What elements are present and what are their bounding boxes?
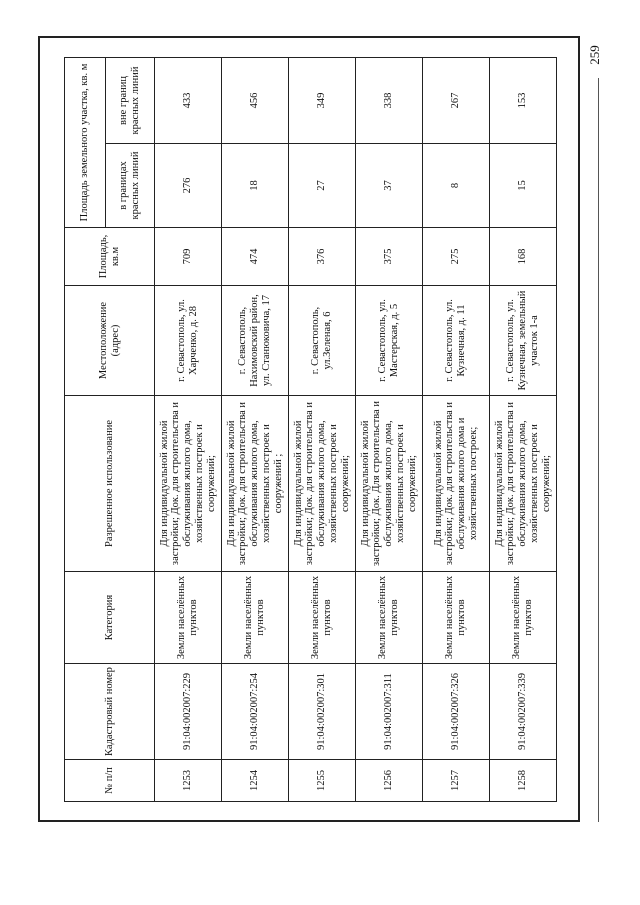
- header-category: Категория: [65, 572, 155, 664]
- header-cadastral: Кадастровый номер: [65, 664, 155, 760]
- rotated-table-container: [64, 58, 552, 802]
- cell-category: Земли населённых пунктов: [155, 572, 222, 664]
- cell-num: 1254: [222, 760, 289, 802]
- cell-out-red: 456: [222, 57, 289, 143]
- cell-out-red: 433: [155, 57, 222, 143]
- land-plots-table: [64, 57, 557, 802]
- header-location: Местоположение (адрес): [65, 286, 155, 396]
- cell-cadastral: 91:04:002007:301: [289, 664, 356, 760]
- cell-use: Для индивидуальной жилой застройки; Док. для строительства и обслуживания жилого дома, хозяйственных построек и сооружений;: [490, 396, 557, 572]
- cell-cadastral: 91:04:002007:229: [155, 664, 222, 760]
- cell-area: 709: [155, 228, 222, 286]
- table-row: [222, 57, 289, 801]
- cell-num: 1258: [490, 760, 557, 802]
- table-row: [490, 57, 557, 801]
- page-number: 259: [587, 45, 602, 65]
- table-row: [423, 57, 490, 801]
- cell-location: г. Севастополь, ул. Харченко, д. 28: [155, 286, 222, 396]
- cell-area: 376: [289, 228, 356, 286]
- cell-in-red: 37: [356, 144, 423, 228]
- cell-num: 1253: [155, 760, 222, 802]
- header-area: Площадь, кв.м: [65, 228, 155, 286]
- cell-num: 1257: [423, 760, 490, 802]
- cell-cadastral: 91:04:002007:326: [423, 664, 490, 760]
- header-plot-area: Площадь земельного участка, кв. м: [65, 57, 106, 227]
- cell-category: Земли населённых пунктов: [356, 572, 423, 664]
- cell-use: Для индивидуальной жилой застройки; Док. для строительства и обслуживания жилого дома, хозяйственных построек и сооружений;: [155, 396, 222, 572]
- cell-location: г. Севастополь, ул. Кузнечная, земельный участок 1-а: [490, 286, 557, 396]
- cell-out-red: 349: [289, 57, 356, 143]
- table-row: [356, 57, 423, 801]
- cell-cadastral: 91:04:002007:339: [490, 664, 557, 760]
- table-row: [289, 57, 356, 801]
- cell-num: 1255: [289, 760, 356, 802]
- cell-num: 1256: [356, 760, 423, 802]
- cell-cadastral: 91:04:002007:311: [356, 664, 423, 760]
- header-use: Разрешенное использование: [65, 396, 155, 572]
- cell-area: 275: [423, 228, 490, 286]
- cell-out-red: 338: [356, 57, 423, 143]
- cell-out-red: 267: [423, 57, 490, 143]
- cell-category: Земли населённых пунктов: [423, 572, 490, 664]
- cell-in-red: 8: [423, 144, 490, 228]
- cell-location: г. Севастополь, ул. Кузнечная, д. 11: [423, 286, 490, 396]
- cell-location: г. Севастополь, ул. Мастерская, д. 5: [356, 286, 423, 396]
- cell-in-red: 18: [222, 144, 289, 228]
- table-row: [155, 57, 222, 801]
- cell-area: 375: [356, 228, 423, 286]
- cell-location: г. Севастополь, Нахимовский район, ул. Станюковича, 17: [222, 286, 289, 396]
- cell-area: 168: [490, 228, 557, 286]
- header-row-1: [65, 57, 106, 801]
- cell-use: Для индивидуальной жилой застройки; Док. Для строительства и обслуживания жилого дома, хозяйственных построек и сооружений;: [356, 396, 423, 572]
- cell-category: Земли населённых пунктов: [289, 572, 356, 664]
- cell-out-red: 153: [490, 57, 557, 143]
- cell-category: Земли населённых пунктов: [222, 572, 289, 664]
- cell-use: Для индивидуальной жилой застройки; Док. для строительства и обслуживания жилого дома, хозяйственных построек и сооружений ;: [222, 396, 289, 572]
- cell-use: Для индивидуальной жилой застройки; Док. для строительства и обслуживания жилого дома, хозяйственных построек и сооружений;: [289, 396, 356, 572]
- cell-area: 474: [222, 228, 289, 286]
- cell-in-red: 27: [289, 144, 356, 228]
- cell-location: г. Севастополь, ул.Зеленая, 6: [289, 286, 356, 396]
- cell-cadastral: 91:04:002007:254: [222, 664, 289, 760]
- cell-use: Для индивидуальной жилой застройки; Док. для строительства и обслуживания жилого дома и хозяйственных построек;: [423, 396, 490, 572]
- footer-rule: [598, 78, 599, 822]
- cell-in-red: 276: [155, 144, 222, 228]
- header-num: № п/п: [65, 760, 155, 802]
- cell-in-red: 15: [490, 144, 557, 228]
- header-out-red: вне границ красных линий: [106, 57, 155, 143]
- header-in-red: в границах красных линий: [106, 144, 155, 228]
- cell-category: Земли населённых пунктов: [490, 572, 557, 664]
